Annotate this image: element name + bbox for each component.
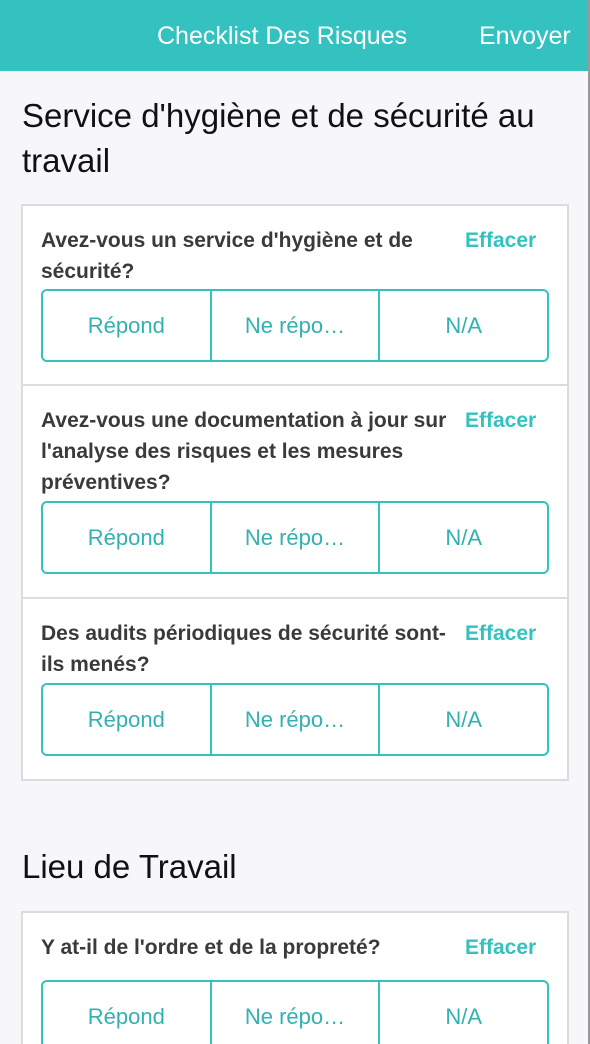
checklist-card bbox=[21, 204, 569, 781]
answer-option-not-responds[interactable]: Ne répo… bbox=[210, 685, 379, 754]
question-text: Avez-vous un service d'hygiène et de sécurité? bbox=[41, 229, 413, 283]
answer-option-not-responds[interactable]: Ne répo… bbox=[210, 291, 379, 360]
item-divider bbox=[23, 384, 567, 386]
section-title: Lieu de Travail bbox=[22, 848, 237, 885]
answer-option-na[interactable]: N/A bbox=[378, 503, 547, 572]
clear-button[interactable]: Effacer bbox=[465, 409, 537, 432]
send-button[interactable]: Envoyer bbox=[479, 22, 571, 50]
section-title: Service d'hygiène et de sécurité au travail bbox=[22, 97, 535, 179]
checklist-card bbox=[21, 911, 569, 1044]
clear-button[interactable]: Effacer bbox=[465, 622, 537, 645]
question-text: Y at-il de l'ordre et de la propreté? bbox=[41, 936, 381, 959]
answer-option-na[interactable]: N/A bbox=[378, 685, 547, 754]
answer-option-na[interactable]: N/A bbox=[378, 291, 547, 360]
answer-segmented-control bbox=[41, 980, 549, 1044]
item-divider bbox=[23, 597, 567, 599]
answer-option-na[interactable]: N/A bbox=[378, 982, 547, 1044]
answer-segmented-control bbox=[41, 289, 549, 362]
answer-segmented-control bbox=[41, 501, 549, 574]
clear-button[interactable]: Effacer bbox=[465, 936, 537, 959]
question-text: Des audits périodiques de sécurité sont-ils menés? bbox=[41, 622, 446, 676]
answer-option-responds[interactable]: Répond bbox=[87, 1003, 165, 1029]
clear-button[interactable]: Effacer bbox=[465, 229, 537, 252]
answer-segmented-control bbox=[41, 683, 549, 756]
question-text: Avez-vous une documentation à jour sur l'analyse des risques et les mesures préventives? bbox=[41, 409, 447, 494]
nav-title: Checklist Des Risques bbox=[157, 22, 408, 50]
navigation-bar bbox=[0, 0, 588, 71]
answer-option-not-responds[interactable]: Ne répo… bbox=[210, 503, 379, 572]
answer-option-not-responds[interactable]: Ne répo… bbox=[210, 982, 379, 1044]
answer-option-responds[interactable]: Répond bbox=[87, 312, 165, 338]
answer-option-responds[interactable]: Répond bbox=[87, 524, 165, 550]
answer-option-responds[interactable]: Répond bbox=[87, 706, 165, 732]
